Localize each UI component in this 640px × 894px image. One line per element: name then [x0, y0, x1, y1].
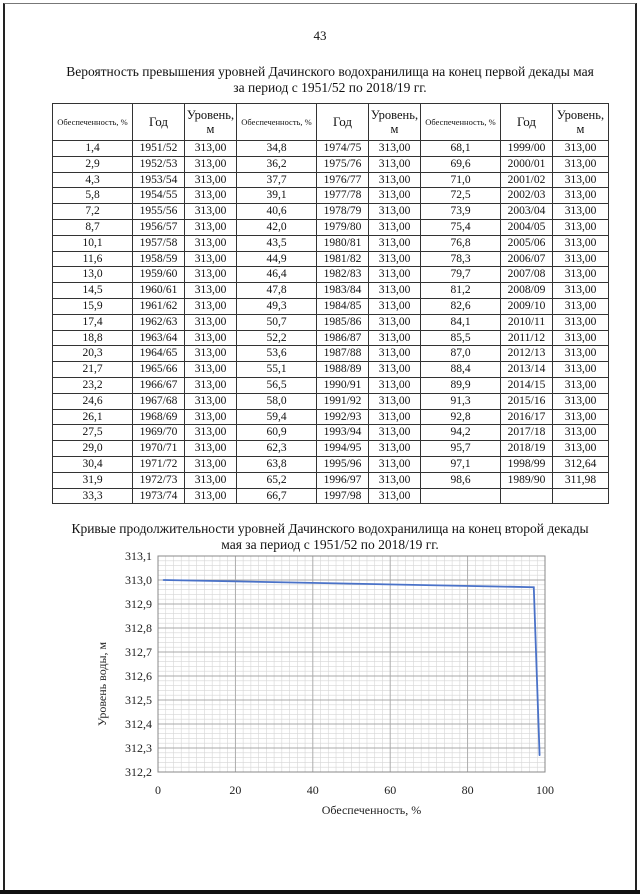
table-row: [53, 472, 609, 488]
cell-year: 1982/83: [317, 267, 369, 283]
cell-year: [501, 488, 553, 504]
cell-probability: 14,5: [53, 283, 133, 299]
cell-probability: 72,5: [421, 188, 501, 204]
y-axis-label: Уровень воды, м: [95, 641, 109, 727]
cell-year: 1978/79: [317, 204, 369, 220]
cell-level: 313,00: [553, 141, 609, 157]
cell-level: 313,00: [185, 141, 237, 157]
cell-year: 1958/59: [133, 251, 185, 267]
probability-table: [52, 103, 609, 504]
cell-year: 1995/96: [317, 456, 369, 472]
table-row: [53, 456, 609, 472]
cell-level: 313,00: [185, 298, 237, 314]
y-tick-label: 312,2: [125, 765, 152, 779]
cell-level: 311,98: [553, 472, 609, 488]
cell-year: 1968/69: [133, 409, 185, 425]
cell-probability: 30,4: [53, 456, 133, 472]
y-tick-label: 312,9: [125, 597, 152, 611]
cell-level: 313,00: [369, 188, 421, 204]
header-prob: Обеспеченность, %: [53, 104, 133, 141]
cell-probability: 21,7: [53, 362, 133, 378]
level-duration-chart: [0, 540, 640, 840]
cell-year: 1993/94: [317, 425, 369, 441]
cell-year: 1962/63: [133, 314, 185, 330]
y-tick-label: 312,3: [125, 741, 152, 755]
cell-level: 313,00: [553, 298, 609, 314]
cell-year: 1979/80: [317, 219, 369, 235]
cell-probability: 42,0: [237, 219, 317, 235]
cell-level: 313,00: [369, 472, 421, 488]
cell-level: 313,00: [185, 251, 237, 267]
x-tick-label: 100: [536, 783, 554, 797]
cell-year: 1992/93: [317, 409, 369, 425]
table-row: [53, 425, 609, 441]
cell-probability: 87,0: [421, 346, 501, 362]
table-row: [53, 156, 609, 172]
table-row: [53, 283, 609, 299]
cell-probability: 17,4: [53, 314, 133, 330]
cell-year: 2018/19: [501, 441, 553, 457]
table-row: [53, 267, 609, 283]
cell-level: 313,00: [185, 172, 237, 188]
cell-year: 2000/01: [501, 156, 553, 172]
data-point: [539, 754, 541, 756]
cell-probability: 68,1: [421, 141, 501, 157]
table-row: [53, 219, 609, 235]
table-title-line-2: за период с 1951/52 по 2018/19 гг.: [233, 80, 427, 95]
cell-level: 313,00: [369, 156, 421, 172]
cell-year: 1955/56: [133, 204, 185, 220]
cell-level: 313,00: [185, 204, 237, 220]
table-row: [53, 235, 609, 251]
cell-year: 1977/78: [317, 188, 369, 204]
cell-level: 313,00: [369, 298, 421, 314]
cell-level: 313,00: [553, 188, 609, 204]
cell-probability: 20,3: [53, 346, 133, 362]
cell-level: 313,00: [553, 377, 609, 393]
chart-title-line-1: Кривые продолжительности уровней Дачинского водохранилища на конец второй декады: [71, 521, 589, 536]
cell-probability: 53,6: [237, 346, 317, 362]
table-header-row: [53, 104, 609, 141]
cell-year: 1989/90: [501, 472, 553, 488]
cell-year: 1965/66: [133, 362, 185, 378]
cell-year: 2002/03: [501, 188, 553, 204]
table-row: [53, 488, 609, 504]
header-year: Год: [501, 104, 553, 141]
cell-probability: 18,8: [53, 330, 133, 346]
header-year: Год: [317, 104, 369, 141]
cell-probability: 81,2: [421, 283, 501, 299]
cell-probability: 4,3: [53, 172, 133, 188]
cell-year: 1957/58: [133, 235, 185, 251]
cell-level: 313,00: [185, 456, 237, 472]
cell-probability: 79,7: [421, 267, 501, 283]
cell-year: 1964/65: [133, 346, 185, 362]
y-tick-label: 313,0: [125, 573, 152, 587]
cell-level: 313,00: [369, 219, 421, 235]
cell-year: 1974/75: [317, 141, 369, 157]
cell-probability: 56,5: [237, 377, 317, 393]
table-row: [53, 346, 609, 362]
cell-year: 1960/61: [133, 283, 185, 299]
cell-probability: 29,0: [53, 441, 133, 457]
cell-probability: 66,7: [237, 488, 317, 504]
cell-year: 2003/04: [501, 204, 553, 220]
cell-probability: 23,2: [53, 377, 133, 393]
cell-level: 313,00: [185, 156, 237, 172]
cell-level: 313,00: [185, 377, 237, 393]
cell-probability: 65,2: [237, 472, 317, 488]
cell-probability: 95,7: [421, 441, 501, 457]
header-year: Год: [133, 104, 185, 141]
cell-year: 1952/53: [133, 156, 185, 172]
cell-probability: 62,3: [237, 441, 317, 457]
cell-year: 1973/74: [133, 488, 185, 504]
cell-year: 2001/02: [501, 172, 553, 188]
cell-level: 313,00: [185, 409, 237, 425]
cell-probability: 73,9: [421, 204, 501, 220]
table-row: [53, 251, 609, 267]
cell-probability: 63,8: [237, 456, 317, 472]
table-row: [53, 314, 609, 330]
cell-level: 313,00: [185, 283, 237, 299]
cell-level: 313,00: [369, 346, 421, 362]
table-row: [53, 188, 609, 204]
chart-title-line-2: мая за период с 1951/52 по 2018/19 гг.: [221, 537, 439, 552]
cell-probability: 88,4: [421, 362, 501, 378]
table-row: [53, 393, 609, 409]
cell-level: 313,00: [553, 314, 609, 330]
data-point: [533, 586, 535, 588]
cell-year: 1951/52: [133, 141, 185, 157]
cell-probability: 31,9: [53, 472, 133, 488]
cell-probability: 94,2: [421, 425, 501, 441]
cell-level: 313,00: [369, 441, 421, 457]
x-tick-label: 60: [384, 783, 397, 797]
cell-level: 313,00: [553, 441, 609, 457]
cell-level: 313,00: [553, 346, 609, 362]
x-tick-label: 0: [155, 783, 161, 797]
table-row: [53, 298, 609, 314]
cell-probability: 50,7: [237, 314, 317, 330]
cell-probability: 7,2: [53, 204, 133, 220]
cell-year: 1985/86: [317, 314, 369, 330]
cell-year: 2006/07: [501, 251, 553, 267]
cell-year: 2004/05: [501, 219, 553, 235]
cell-probability: 1,4: [53, 141, 133, 157]
cell-year: 1976/77: [317, 172, 369, 188]
cell-level: 313,00: [185, 441, 237, 457]
cell-level: 313,00: [185, 362, 237, 378]
table-row: [53, 204, 609, 220]
cell-year: 1987/88: [317, 346, 369, 362]
cell-probability: 76,8: [421, 235, 501, 251]
cell-year: 2010/11: [501, 314, 553, 330]
page-number: 43: [313, 28, 327, 43]
cell-probability: 33,3: [53, 488, 133, 504]
cell-level: 313,00: [369, 172, 421, 188]
cell-year: 1971/72: [133, 456, 185, 472]
cell-probability: 8,7: [53, 219, 133, 235]
cell-year: 1983/84: [317, 283, 369, 299]
cell-level: 313,00: [369, 425, 421, 441]
cell-year: 1999/00: [501, 141, 553, 157]
cell-year: 1984/85: [317, 298, 369, 314]
cell-year: 1963/64: [133, 330, 185, 346]
table-row: [53, 141, 609, 157]
table-title-line-1: Вероятность превышения уровней Дачинского водохранилища на конец первой декады мая: [66, 64, 594, 79]
cell-level: 313,00: [553, 362, 609, 378]
cell-year: 1953/54: [133, 172, 185, 188]
cell-level: 313,00: [369, 251, 421, 267]
cell-year: 1970/71: [133, 441, 185, 457]
cell-level: 313,00: [185, 219, 237, 235]
cell-year: 1991/92: [317, 393, 369, 409]
cell-level: 313,00: [553, 425, 609, 441]
cell-probability: 49,3: [237, 298, 317, 314]
cell-year: 1990/91: [317, 377, 369, 393]
cell-year: 1966/67: [133, 377, 185, 393]
cell-year: 1959/60: [133, 267, 185, 283]
cell-year: 2005/06: [501, 235, 553, 251]
table-body: [53, 141, 609, 504]
cell-level: 313,00: [369, 267, 421, 283]
cell-level: 313,00: [185, 330, 237, 346]
cell-probability: 78,3: [421, 251, 501, 267]
header-prob: Обеспеченность, %: [237, 104, 317, 141]
cell-probability: 34,8: [237, 141, 317, 157]
cell-year: 2017/18: [501, 425, 553, 441]
table-row: [53, 172, 609, 188]
cell-probability: 60,9: [237, 425, 317, 441]
cell-probability: 10,1: [53, 235, 133, 251]
cell-probability: 91,3: [421, 393, 501, 409]
cell-level: 313,00: [553, 267, 609, 283]
cell-probability: 84,1: [421, 314, 501, 330]
cell-level: 313,00: [369, 283, 421, 299]
cell-year: 1956/57: [133, 219, 185, 235]
cell-probability: 40,6: [237, 204, 317, 220]
y-tick-label: 312,8: [125, 621, 152, 635]
cell-level: 313,00: [369, 409, 421, 425]
cell-probability: 43,5: [237, 235, 317, 251]
cell-probability: 55,1: [237, 362, 317, 378]
cell-probability: 82,6: [421, 298, 501, 314]
table-row: [53, 362, 609, 378]
y-tick-label: 312,7: [125, 645, 152, 659]
cell-year: 1997/98: [317, 488, 369, 504]
cell-year: 1969/70: [133, 425, 185, 441]
cell-year: 1998/99: [501, 456, 553, 472]
cell-level: 313,00: [185, 425, 237, 441]
cell-year: 2013/14: [501, 362, 553, 378]
scan-edge: [0, 890, 640, 894]
cell-probability: 27,5: [53, 425, 133, 441]
cell-level: 313,00: [553, 409, 609, 425]
cell-level: 313,00: [369, 204, 421, 220]
cell-year: 2014/15: [501, 377, 553, 393]
cell-level: 313,00: [185, 472, 237, 488]
cell-probability: 26,1: [53, 409, 133, 425]
cell-level: 313,00: [369, 235, 421, 251]
cell-level: 313,00: [553, 283, 609, 299]
cell-level: 313,00: [553, 219, 609, 235]
cell-year: 2015/16: [501, 393, 553, 409]
cell-level: 313,00: [369, 456, 421, 472]
cell-level: 313,00: [185, 314, 237, 330]
cell-level: 313,00: [553, 172, 609, 188]
cell-probability: 36,2: [237, 156, 317, 172]
cell-level: 313,00: [553, 393, 609, 409]
y-tick-label: 312,4: [125, 717, 152, 731]
cell-probability: 24,6: [53, 393, 133, 409]
cell-level: 313,00: [369, 377, 421, 393]
cell-probability: 85,5: [421, 330, 501, 346]
table-row: [53, 377, 609, 393]
cell-year: 2012/13: [501, 346, 553, 362]
cell-probability: 5,8: [53, 188, 133, 204]
table-row: [53, 409, 609, 425]
cell-probability: [421, 488, 501, 504]
cell-level: 312,64: [553, 456, 609, 472]
y-tick-label: 313,1: [125, 549, 152, 563]
cell-probability: 39,1: [237, 188, 317, 204]
cell-level: 313,00: [553, 204, 609, 220]
data-point: [163, 579, 165, 581]
table-row: [53, 441, 609, 457]
header-prob: Обеспеченность, %: [421, 104, 501, 141]
cell-year: 2008/09: [501, 283, 553, 299]
cell-year: 1996/97: [317, 472, 369, 488]
cell-level: 313,00: [553, 330, 609, 346]
x-tick-label: 40: [306, 783, 319, 797]
cell-level: 313,00: [553, 156, 609, 172]
cell-probability: 89,9: [421, 377, 501, 393]
cell-year: 1988/89: [317, 362, 369, 378]
y-tick-label: 312,6: [125, 669, 152, 683]
cell-probability: 71,0: [421, 172, 501, 188]
cell-probability: 52,2: [237, 330, 317, 346]
cell-level: 313,00: [185, 188, 237, 204]
x-tick-label: 20: [229, 783, 242, 797]
cell-year: 2016/17: [501, 409, 553, 425]
cell-probability: 75,4: [421, 219, 501, 235]
cell-year: 2011/12: [501, 330, 553, 346]
cell-level: 313,00: [185, 267, 237, 283]
cell-year: 2007/08: [501, 267, 553, 283]
cell-probability: 2,9: [53, 156, 133, 172]
cell-probability: 58,0: [237, 393, 317, 409]
table-row: [53, 330, 609, 346]
cell-year: 1994/95: [317, 441, 369, 457]
cell-year: 1972/73: [133, 472, 185, 488]
cell-level: 313,00: [369, 488, 421, 504]
cell-year: 1986/87: [317, 330, 369, 346]
header-level: Уровень, м: [369, 104, 421, 141]
cell-year: 1954/55: [133, 188, 185, 204]
cell-probability: 69,6: [421, 156, 501, 172]
cell-probability: 13,0: [53, 267, 133, 283]
cell-year: 1967/68: [133, 393, 185, 409]
cell-year: 1981/82: [317, 251, 369, 267]
cell-probability: 37,7: [237, 172, 317, 188]
cell-level: 313,00: [553, 251, 609, 267]
cell-year: 2009/10: [501, 298, 553, 314]
cell-year: 1975/76: [317, 156, 369, 172]
cell-level: 313,00: [185, 235, 237, 251]
cell-level: 313,00: [553, 235, 609, 251]
cell-year: 1980/81: [317, 235, 369, 251]
cell-probability: 98,6: [421, 472, 501, 488]
cell-level: 313,00: [369, 314, 421, 330]
cell-level: 313,00: [185, 393, 237, 409]
cell-probability: 59,4: [237, 409, 317, 425]
cell-probability: 46,4: [237, 267, 317, 283]
cell-level: 313,00: [369, 393, 421, 409]
table-title: [40, 64, 620, 96]
cell-level: 313,00: [369, 362, 421, 378]
cell-probability: 44,9: [237, 251, 317, 267]
cell-level: 313,00: [185, 488, 237, 504]
cell-level: [553, 488, 609, 504]
cell-probability: 97,1: [421, 456, 501, 472]
y-tick-label: 312,5: [125, 693, 152, 707]
cell-year: 1961/62: [133, 298, 185, 314]
cell-probability: 15,9: [53, 298, 133, 314]
cell-level: 313,00: [369, 141, 421, 157]
cell-probability: 11,6: [53, 251, 133, 267]
header-level: Уровень, м: [185, 104, 237, 141]
header-level: Уровень, м: [553, 104, 609, 141]
x-axis-label: Обеспеченность, %: [321, 803, 422, 817]
cell-level: 313,00: [185, 346, 237, 362]
cell-level: 313,00: [369, 330, 421, 346]
x-tick-label: 80: [461, 783, 474, 797]
cell-probability: 92,8: [421, 409, 501, 425]
cell-probability: 47,8: [237, 283, 317, 299]
